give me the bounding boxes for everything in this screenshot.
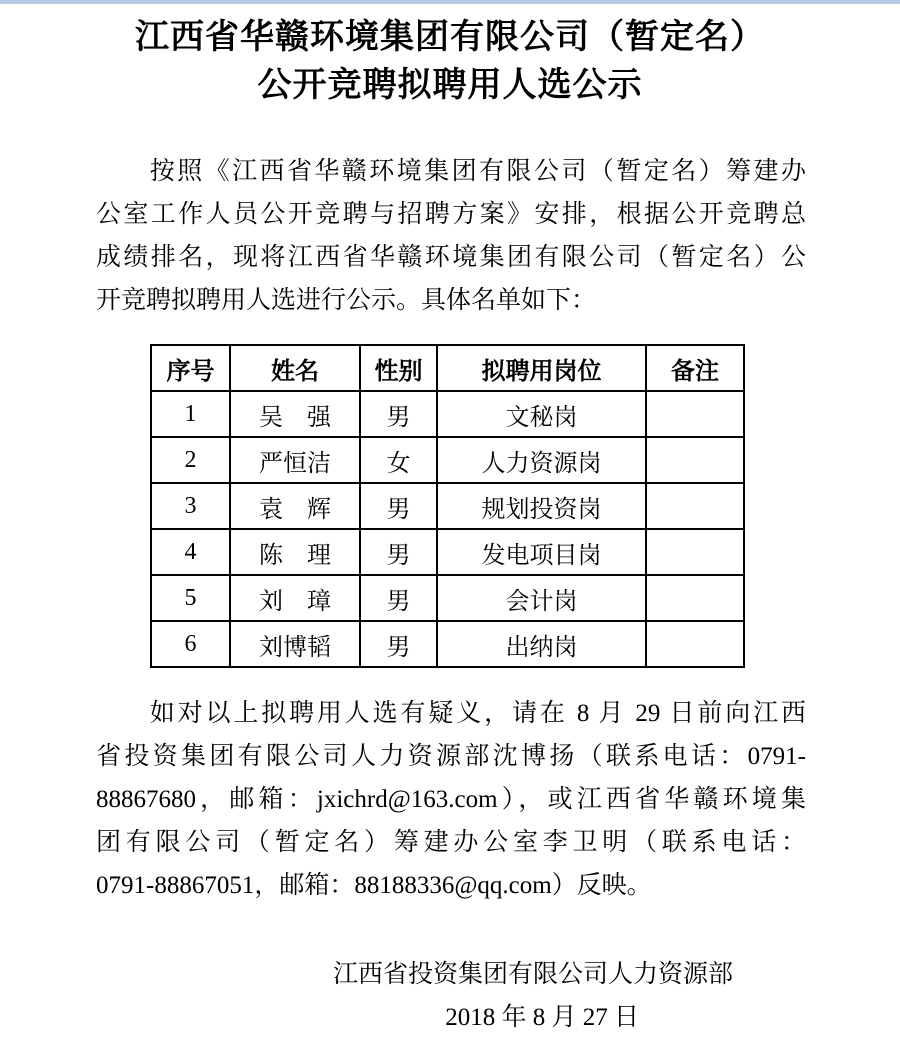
cell-gender: 男: [360, 621, 437, 667]
title-line-1: 江西省华赣环境集团有限公司（暂定名）: [135, 19, 765, 56]
header-name: 姓名: [230, 345, 360, 391]
cell-note: [646, 575, 744, 621]
intro-line: 开竞聘拟聘用人选进行公示。具体名单如下：: [96, 287, 597, 314]
contact-line: 0791-88867051，邮箱：88188336@qq.com）反映。: [96, 872, 652, 899]
cell-note: [646, 483, 744, 529]
cell-seq: 6: [151, 621, 230, 667]
cell-position: 会计岗: [437, 575, 646, 621]
cell-position: 人力资源岗: [437, 437, 646, 483]
top-border-bar: [0, 0, 900, 4]
cell-name: 袁 辉: [230, 483, 360, 529]
intro-line: 公室工作人员公开竞聘与招聘方案》安排，根据公开竞聘总: [96, 201, 806, 228]
contact-line: 团有限公司（暂定名）筹建办公室李卫明（联系电话：: [96, 829, 806, 856]
cell-seq: 2: [151, 437, 230, 483]
table-header-row: [151, 345, 744, 391]
contact-line: 88867680，邮箱：jxichrd@163.com），或江西省华赣环境集: [96, 786, 806, 813]
contact-paragraph: [96, 692, 806, 907]
candidates-table: [150, 344, 745, 668]
cell-seq: 4: [151, 529, 230, 575]
cell-position: 出纳岗: [437, 621, 646, 667]
cell-seq: 1: [151, 391, 230, 437]
cell-seq: 3: [151, 483, 230, 529]
cell-note: [646, 437, 744, 483]
cell-gender: 男: [360, 391, 437, 437]
header-position: 拟聘用岗位: [437, 345, 646, 391]
table-row: [151, 621, 744, 667]
cell-note: [646, 529, 744, 575]
header-note: 备注: [646, 345, 744, 391]
date-line: 2018 年 8 月 27 日: [445, 1004, 639, 1031]
cell-position: 发电项目岗: [437, 529, 646, 575]
cell-seq: 5: [151, 575, 230, 621]
cell-gender: 男: [360, 575, 437, 621]
document-title: [0, 14, 900, 110]
table-row: [151, 437, 744, 483]
cell-position: 规划投资岗: [437, 483, 646, 529]
cell-name: 刘博韬: [230, 621, 360, 667]
intro-paragraph: [96, 150, 806, 322]
table-row: [151, 575, 744, 621]
cell-name: 严恒洁: [230, 437, 360, 483]
cell-name: 吴 强: [230, 391, 360, 437]
cell-gender: 男: [360, 483, 437, 529]
header-seq: 序号: [151, 345, 230, 391]
header-gender: 性别: [360, 345, 437, 391]
cell-note: [646, 621, 744, 667]
document-body: [96, 150, 806, 1039]
contact-line: 如对以上拟聘用人选有疑义，请在 8 月 29 日前向江西: [149, 700, 806, 727]
table-row: [151, 391, 744, 437]
table-row: [151, 529, 744, 575]
cell-note: [646, 391, 744, 437]
cell-name: 刘 璋: [230, 575, 360, 621]
cell-name: 陈 理: [230, 529, 360, 575]
cell-gender: 男: [360, 529, 437, 575]
contact-line: 省投资集团有限公司人力资源部沈博扬（联系电话：0791-: [96, 743, 806, 770]
cell-position: 文秘岗: [437, 391, 646, 437]
intro-line: 按照《江西省华赣环境集团有限公司（暂定名）筹建办: [149, 158, 806, 185]
table-row: [151, 483, 744, 529]
signature-line: 江西省投资集团有限公司人力资源部: [332, 961, 733, 988]
title-line-2: 公开竞聘拟聘用人选公示: [257, 67, 643, 104]
cell-gender: 女: [360, 437, 437, 483]
intro-line: 成绩排名，现将江西省华赣环境集团有限公司（暂定名）公: [96, 244, 806, 271]
